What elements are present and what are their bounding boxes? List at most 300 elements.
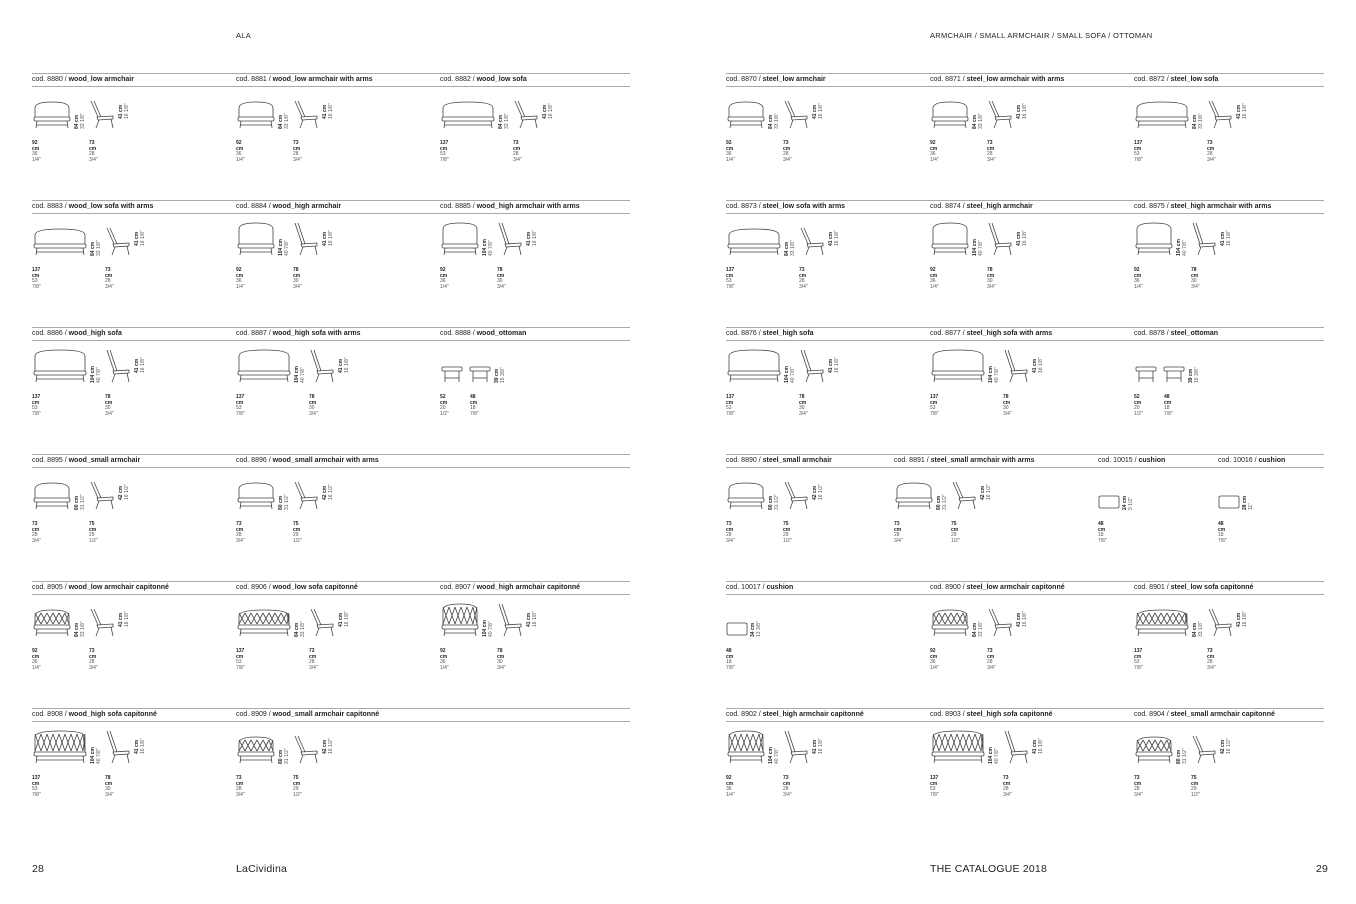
seat-height-dimension-cm: 41 cm [1236,612,1242,627]
height-dimension-cm: 34 cm [750,622,756,637]
depth-dimension [987,268,996,290]
seat-height-dimension-in: 16 1/8" [139,738,146,754]
product-code: cod. 10017 / [726,584,765,591]
width-dimension-in: 36 1/4" [32,659,41,671]
product-code: cod. 8876 / [726,330,761,337]
height-dimension-in: 33 1/8" [283,113,290,129]
side-view [89,603,115,637]
depth-dimension [105,776,114,798]
seat-height-dimension-cm: 42 cm [322,485,328,500]
seat-height-dimension-in: 16 1/8" [1225,230,1232,246]
height-dimension-in: 40 7/8" [977,240,984,256]
height-dimension-in: 40 7/8" [487,240,494,256]
product-row [32,581,630,701]
height-dimension-in: 33 1/8" [79,621,86,637]
width-dimension [236,395,245,417]
product-code: cod. 8885 / [440,203,475,210]
seat-height-dimension-cm: 42 cm [980,485,986,500]
width-dimension [1134,649,1143,671]
front-view-drawing [1134,603,1190,637]
product-drawing [440,95,496,129]
depth-dimension-cm: 73 cm [309,648,317,660]
depth-dimension-in: 30 3/4" [105,786,114,798]
product-code: cod. 10015 / [1098,457,1137,464]
width-dimension-in: 53 7/8" [236,659,245,671]
width-dimension [32,649,41,671]
brand-name: LaCividina [236,863,288,875]
seat-height-dimension-cm: 42 cm [812,485,818,500]
height-dimension [483,239,494,256]
seat-height-dimension-cm: 41 cm [812,104,818,119]
depth-dimension-cm: 48 cm [1164,394,1172,406]
side-view-drawing [309,349,335,383]
side-view [1003,349,1029,383]
depth-dimension-in: 30 3/4" [1191,278,1200,290]
product-name: steel_high armchair capitonné [762,711,864,718]
width-dimension [1134,141,1143,163]
depth-dimension-in: 30 3/4" [987,278,996,290]
seat-height-dimension-in: 16 1/2" [123,484,130,500]
product-name: wood_high sofa capitonné [68,711,157,718]
height-dimension [75,621,86,637]
depth-dimension-in: 28 3/4" [987,659,996,671]
depth-dimension [1003,776,1012,798]
depth-dimension-cm: 78 cm [105,394,113,406]
depth-dimension-in: 28 3/4" [1207,659,1216,671]
side-view-drawing [89,603,115,637]
depth-dimension [799,268,808,290]
row-top-rule [32,708,630,709]
front-view-drawing [32,349,88,383]
height-dimension-cm: 104 cm [988,747,994,764]
seat-height-dimension-in: 16 1/8" [343,357,350,373]
width-dimension [440,141,449,163]
height-dimension [295,366,306,383]
seat-height-dimension [829,357,840,373]
seat-height-dimension-in: 16 1/8" [123,611,130,627]
height-dimension [91,366,102,383]
height-dimension [91,747,102,764]
width-dimension [440,649,449,671]
product-title [32,203,153,210]
height-dimension [973,239,984,256]
depth-dimension [309,649,318,671]
seat-height-dimension-cm: 42 cm [1220,739,1226,754]
depth-dimension [105,395,114,417]
row-title-rule [726,213,1324,214]
height-dimension-in: 31 1/2" [1181,748,1188,764]
depth-dimension-cm: 75 cm [951,521,959,533]
front-view-drawing [1218,494,1240,510]
depth-dimension [987,649,996,671]
width-dimension-in: 53 7/8" [726,405,735,417]
side-view-drawing [309,603,335,637]
row-top-rule [32,73,630,74]
depth-dimension-cm: 73 cm [89,140,97,152]
width-dimension-cm: 92 cm [726,775,734,787]
product-name: wood_high armchair with arms [476,203,580,210]
product-title [1134,584,1253,591]
side-view [293,222,319,256]
width-dimension-in: 36 1/4" [930,659,939,671]
product-code: cod. 8875 / [1134,203,1169,210]
product-title [440,330,526,337]
height-dimension-cm: 84 cm [278,114,284,129]
front-view-drawing [726,621,748,637]
depth-dimension-cm: 73 cm [783,775,791,787]
width-dimension-in: 20 1/2" [1134,405,1143,417]
depth-dimension-cm: 78 cm [105,775,113,787]
side-view-drawing [497,222,523,256]
height-dimension-cm: 84 cm [784,241,790,256]
width-dimension [930,395,939,417]
depth-dimension-cm: 73 cm [1207,648,1215,660]
depth-dimension-cm: 73 cm [987,140,995,152]
front-view-drawing [32,603,72,637]
depth-dimension [293,522,302,544]
seat-height-dimension [1237,103,1248,119]
product-drawing [440,222,480,256]
product-drawing [32,730,88,764]
depth-dimension [783,776,792,798]
width-dimension [1134,776,1143,798]
product-drawing [1134,730,1174,764]
front-view-drawing [726,476,766,510]
product-row [726,327,1324,447]
width-dimension-in: 53 7/8" [32,786,41,798]
height-dimension-in: 40 7/8" [789,367,796,383]
depth-dimension [293,268,302,290]
product-drawing [726,476,766,510]
product-row [32,200,630,320]
seat-height-dimension-in: 15 3/8" [499,367,506,383]
product-code: cod. 8902 / [726,711,761,718]
width-dimension-cm: 92 cm [236,140,244,152]
depth-dimension-in: 30 3/4" [799,405,808,417]
width-dimension-cm: 52 cm [440,394,448,406]
seat-height-dimension [1237,611,1248,627]
depth-dimension [799,395,808,417]
front-view-drawing [32,95,72,129]
depth-dimension [1003,395,1012,417]
width-dimension-in: 36 1/4" [32,151,41,163]
depth-dimension [513,141,522,163]
width-dimension [236,522,245,544]
depth-dimension-in: 29 1/2" [293,532,302,544]
height-dimension-in: 31 1/2" [79,494,86,510]
height-dimension-cm: 104 cm [294,366,300,383]
height-dimension-cm: 80 cm [936,495,942,510]
product-row [726,581,1324,701]
seat-height-dimension-cm: 41 cm [526,612,532,627]
product-name: wood_high armchair [272,203,342,210]
product-code: cod. 8871 / [930,76,965,83]
seat-height-dimension-cm: 41 cm [828,358,834,373]
width-dimension [236,649,245,671]
seat-height-dimension-in: 16 1/2" [327,738,334,754]
seat-height-dimension-cm: 39 cm [494,368,500,383]
depth-dimension [497,649,506,671]
seat-height-dimension [119,611,130,627]
height-dimension-in: 33 1/8" [503,113,510,129]
product-drawing [930,603,970,637]
width-dimension [1134,268,1143,290]
side-view [799,349,825,383]
product-code: cod. 8908 / [32,711,67,718]
width-dimension-cm: 73 cm [1134,775,1142,787]
seat-height-dimension [829,230,840,246]
width-dimension [930,268,939,290]
width-dimension-cm: 92 cm [1134,267,1142,279]
side-view [89,95,115,129]
depth-dimension-in: 18 7/8" [1164,405,1173,417]
height-dimension-in: 11" [1247,503,1254,510]
product-drawing [32,349,88,383]
seat-height-dimension-in: 16 1/8" [817,103,824,119]
depth-dimension-in: 30 3/4" [497,659,506,671]
product-row [726,708,1324,828]
width-dimension [726,776,735,798]
product-name: wood_small armchair [68,457,141,464]
front-view-drawing [1134,222,1174,256]
height-dimension-cm: 104 cm [1176,239,1182,256]
product-row [726,73,1324,193]
height-dimension-cm: 80 cm [1176,749,1182,764]
product-code: cod. 8874 / [930,203,965,210]
product-title [236,584,358,591]
seat-height-dimension-cm: 41 cm [134,739,140,754]
width-dimension-in: 28 3/4" [236,786,245,798]
product-drawing [236,730,276,764]
seat-height-dimension-in: 16 1/8" [1021,611,1028,627]
width-dimension-in: 36 1/4" [440,278,449,290]
width-dimension [236,776,245,798]
side-view-drawing [783,476,809,510]
product-name: steel_high sofa [762,330,814,337]
product-name: steel_low sofa [1170,76,1219,83]
product-code: cod. 8909 / [236,711,271,718]
row-title-rule [726,86,1324,87]
seat-height-dimension [1221,230,1232,246]
front-view-drawing [1134,349,1186,383]
side-view-drawing [783,95,809,129]
width-dimension [440,395,449,417]
depth-dimension-cm: 73 cm [1207,140,1215,152]
width-dimension-in: 53 7/8" [440,151,449,163]
seat-height-dimension-cm: 41 cm [828,231,834,246]
product-row [32,73,630,193]
depth-dimension [89,522,98,544]
seat-height-dimension-in: 16 1/8" [547,103,554,119]
height-dimension-cm: 84 cm [1192,114,1198,129]
side-view [309,349,335,383]
seat-height-dimension-cm: 41 cm [322,231,328,246]
product-drawing [726,95,766,129]
depth-dimension-in: 28 3/4" [513,151,522,163]
front-view-drawing [930,95,970,129]
height-dimension-in: 33 1/8" [95,240,102,256]
width-dimension [894,522,903,544]
product-title [32,76,134,83]
seat-height-dimension-cm: 41 cm [1220,231,1226,246]
depth-dimension-cm: 75 cm [89,521,97,533]
front-view-drawing [236,730,276,764]
seat-height-dimension [1189,367,1200,383]
seat-height-dimension [1033,738,1044,754]
row-top-rule [726,454,1324,455]
depth-dimension-in: 28 3/4" [1003,786,1012,798]
product-name: wood_high sofa with arms [272,330,361,337]
seat-height-dimension-in: 16 1/8" [343,611,350,627]
product-code: cod. 8904 / [1134,711,1169,718]
depth-dimension-cm: 73 cm [293,140,301,152]
product-name: wood_small armchair capitonné [272,711,380,718]
side-view-drawing [1207,95,1233,129]
seat-height-dimension-in: 16 1/8" [139,230,146,246]
side-view [293,95,319,129]
product-title [236,457,379,464]
height-dimension-in: 31 1/2" [941,494,948,510]
width-dimension-cm: 137 cm [440,140,449,152]
seat-height-dimension-cm: 42 cm [118,485,124,500]
width-dimension [32,268,41,290]
product-row [32,708,630,828]
seat-height-dimension-cm: 41 cm [118,612,124,627]
depth-dimension [89,141,98,163]
height-dimension [989,366,1000,383]
seat-height-dimension [1017,611,1028,627]
height-dimension-in: 33 1/8" [1197,621,1204,637]
height-dimension-in: 13 3/8" [755,621,762,637]
product-name: steel_high sofa with arms [966,330,1053,337]
depth-dimension-in: 28 3/4" [987,151,996,163]
product-drawing [726,621,748,637]
width-dimension-cm: 92 cm [32,140,40,152]
product-code: cod. 8888 / [440,330,475,337]
width-dimension-cm: 73 cm [236,775,244,787]
depth-dimension [951,522,960,544]
front-view-drawing [440,349,492,383]
height-dimension-in: 33 1/8" [79,113,86,129]
side-view-drawing [105,222,131,256]
depth-dimension-in: 28 3/4" [309,659,318,671]
seat-height-dimension [135,230,146,246]
product-name: steel_low armchair capitonné [966,584,1065,591]
product-name: steel_high armchair with arms [1170,203,1272,210]
side-view [89,476,115,510]
product-name: wood_ottoman [476,330,527,337]
width-dimension-cm: 92 cm [440,267,448,279]
side-view [1003,730,1029,764]
depth-dimension [1191,776,1200,798]
product-code: cod. 8896 / [236,457,271,464]
side-view-drawing [987,222,1013,256]
seat-height-dimension-cm: 41 cm [1016,104,1022,119]
seat-height-dimension-in: 16 1/8" [1021,230,1028,246]
product-drawing [236,95,276,129]
seat-height-dimension-cm: 41 cm [118,104,124,119]
side-view-drawing [1003,730,1029,764]
depth-dimension-in: 30 3/4" [309,405,318,417]
width-dimension-in: 18 7/8" [726,659,735,671]
width-dimension-in: 53 7/8" [1134,151,1143,163]
side-view [783,95,809,129]
height-dimension-in: 31 1/2" [283,748,290,764]
front-view-drawing [930,730,986,764]
height-dimension [1177,239,1188,256]
depth-dimension [497,268,506,290]
row-title-rule [32,594,630,595]
width-dimension [236,141,245,163]
depth-dimension [783,141,792,163]
product-title [440,76,527,83]
height-dimension-cm: 84 cm [74,622,80,637]
depth-dimension-cm: 78 cm [293,267,301,279]
side-view-drawing [513,95,539,129]
height-dimension-cm: 104 cm [278,239,284,256]
width-dimension-cm: 137 cm [930,394,939,406]
side-view [1191,222,1217,256]
series-header: ALA [236,31,252,40]
product-title [726,76,826,83]
product-title [236,76,373,83]
product-code: cod. 8878 / [1134,330,1169,337]
width-dimension-cm: 92 cm [32,648,40,660]
height-dimension [769,494,780,510]
depth-dimension [987,141,996,163]
height-dimension-in: 9 1/2" [1127,497,1134,510]
seat-height-dimension-cm: 41 cm [1236,104,1242,119]
depth-dimension-cm: 48 cm [470,394,478,406]
product-title [32,711,157,718]
side-view [783,476,809,510]
depth-dimension-in: 30 3/4" [293,278,302,290]
side-view-drawing [987,603,1013,637]
product-title [440,584,580,591]
product-name: wood_low sofa with arms [68,203,154,210]
seat-height-dimension-cm: 41 cm [322,104,328,119]
product-name: steel_low sofa with arms [762,203,846,210]
seat-height-dimension-in: 16 1/8" [1021,103,1028,119]
product-title [236,330,361,337]
depth-dimension-in: 30 3/4" [105,405,114,417]
height-dimension [769,747,780,764]
side-view-drawing [987,95,1013,129]
row-top-rule [32,454,630,455]
page-number: 28 [32,863,45,875]
product-code: cod. 8895 / [32,457,67,464]
side-view [1207,95,1233,129]
height-dimension [989,747,1000,764]
width-dimension [930,776,939,798]
product-code: cod. 8872 / [1134,76,1169,83]
seat-height-dimension-in: 16 1/8" [817,738,824,754]
side-view-drawing [293,95,319,129]
product-drawing [726,730,766,764]
width-dimension [1218,522,1227,544]
product-name: wood_high sofa [68,330,122,337]
width-dimension [726,649,735,671]
side-view-drawing [89,476,115,510]
depth-dimension-cm: 78 cm [987,267,995,279]
front-view-drawing [726,349,782,383]
height-dimension-cm: 84 cm [74,114,80,129]
product-drawing [236,222,276,256]
side-view [309,603,335,637]
width-dimension [726,141,735,163]
front-view-drawing [726,730,766,764]
seat-height-dimension-in: 16 1/8" [833,230,840,246]
